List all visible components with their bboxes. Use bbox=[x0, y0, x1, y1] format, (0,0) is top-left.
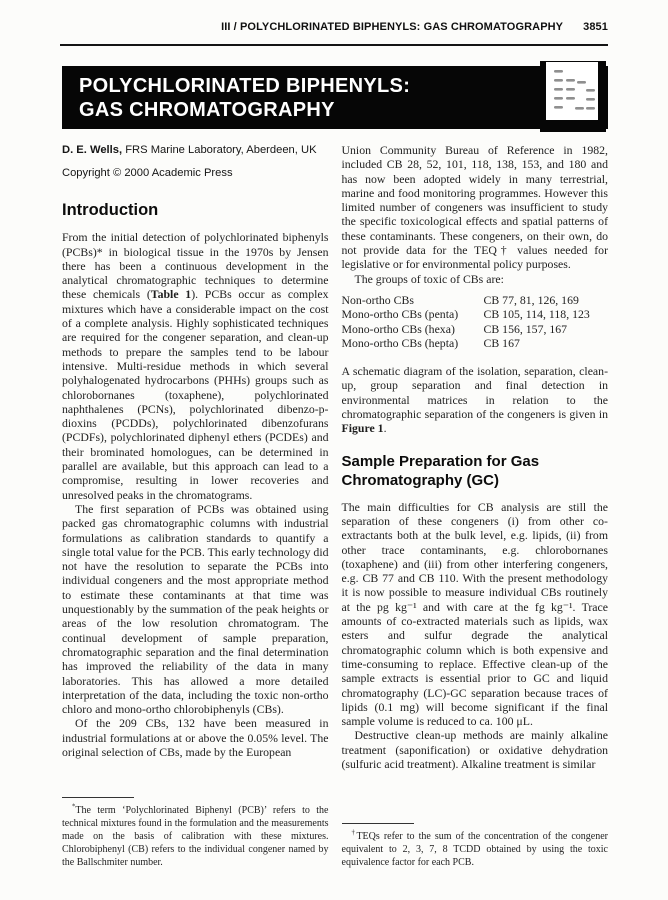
footnote-right bbox=[342, 823, 609, 870]
toxic-group-congeners: CB 105, 114, 118, 123 bbox=[483, 307, 590, 322]
left-column bbox=[62, 143, 329, 870]
footnote-marker-dagger: † bbox=[351, 829, 357, 837]
intro-paragraph-1-text: From the initial detection of polychlorinated biphenyls (PCBs)* in biological tissue in the 1970s by Jensen there has been a continuous development in the analytical chromatographic techniques to determine these chemicals ( bbox=[62, 230, 329, 302]
article-title-line2: GAS CHROMATOGRAPHY bbox=[79, 99, 335, 121]
running-header-section: III / POLYCHLORINATED BIPHENYLS: GAS CHROMATOGRAPHY bbox=[221, 21, 564, 33]
footnote-rule-left bbox=[62, 797, 134, 798]
section-heading-introduction: Introduction bbox=[62, 201, 159, 220]
continuation-paragraph: Union Community Bureau of Reference in 1982, included CB 28, 52, 101, 118, 138, 153, and 180 and has now been adopted widely in many terrestrial, marine and food monitoring programmes. However this limited number of congeners was insufficient to study the specific toxicological effects and spatial patterns of these contaminants. These congeners, on their own, do not provide data for the TEQ† values needed for legislative or for environmental policy purposes. bbox=[341, 143, 608, 272]
copyright-line: Copyright © 2000 Academic Press bbox=[62, 167, 233, 179]
toxic-group-name: Mono-ortho CBs (penta) bbox=[341, 307, 459, 322]
section-heading-sample-preparation: Sample Preparation for Gas Chromatography (GC) bbox=[341, 452, 540, 490]
banner-icon-frame bbox=[540, 61, 606, 132]
author-affiliation: FRS Marine Laboratory, Aberdeen, UK bbox=[122, 144, 317, 156]
toxic-group-congeners: CB 167 bbox=[483, 335, 520, 350]
intro-paragraph-1 bbox=[62, 230, 329, 502]
intro-paragraph-3: Of the 209 CBs, 132 have been measured in industrial formulations at or above the 0.05% level. The original selection of CBs, made by the European bbox=[62, 716, 329, 759]
toxic-group-congeners: CB 77, 81, 126, 169 bbox=[483, 292, 579, 307]
schematic-paragraph-text: A schematic diagram of the isolation, separation, clean-up, group separation and final detection in environmental matrices in relation to the chromatographic separation of the congeners is given in bbox=[341, 364, 608, 422]
toxic-group-row bbox=[342, 307, 609, 321]
toxic-group-row bbox=[342, 322, 609, 336]
toxic-group-row bbox=[342, 293, 609, 307]
schematic-paragraph-end: . bbox=[383, 421, 387, 436]
sample-prep-paragraph-2: Destructive clean-up methods are mainly alkaline treatment (saponification) or oxidative dehydration (sulfuric acid treatment). Alkaline treatment is similar bbox=[341, 728, 608, 771]
footnote-left bbox=[62, 797, 329, 870]
author-name: D. E. Wells, bbox=[62, 144, 123, 156]
header-rule bbox=[60, 44, 608, 46]
article-title-banner bbox=[62, 66, 608, 129]
toxic-groups-list bbox=[342, 293, 609, 350]
intro-paragraph-2: The first separation of PCBs was obtained using packed gas chromatographic columns with industrial formulations as calibration standards to quantify a single total value for the PCB. This early technology did not have the resolution to separate the PCBs into individual congeners and the most appropriate method to estimate these contaminants at that time was unquestionably by the summation of the peak heights or areas of the low resolution chromatogram. The continual development of sample preparation, chromatographic separation and the final determination has improved the reliability of the data in many laboratories. This has allowed a more detailed interpretation of the data, including the toxic non-ortho chloro and mono-ortho chlorobiphenyls (CBs). bbox=[62, 501, 329, 717]
page-number: 3851 bbox=[583, 21, 608, 33]
toxic-groups-intro: The groups of toxic of CBs are: bbox=[354, 271, 504, 286]
chromatogram-plate-icon bbox=[546, 62, 598, 120]
toxic-group-name: Mono-ortho CBs (hepta) bbox=[341, 335, 459, 350]
toxic-group-congeners: CB 156, 157, 167 bbox=[483, 321, 568, 336]
toxic-group-name: Non-ortho CBs bbox=[341, 292, 414, 307]
two-column-body bbox=[62, 143, 608, 870]
footnote-left-text: The term ‘Polychlorinated Biphenyl (PCB)’ refers to the technical mixtures found in the formulation and the measurements made on the basis of calibration with these mixtures. Chlorobiphenyl (CB) refers to the individual congener named by the Ballschmiter number. bbox=[62, 805, 329, 869]
running-header bbox=[62, 21, 608, 33]
byline bbox=[62, 143, 329, 157]
right-column bbox=[342, 143, 609, 870]
footnote-rule-right bbox=[342, 823, 414, 824]
toxic-group-row bbox=[342, 336, 609, 350]
toxic-group-name: Mono-ortho CBs (hexa) bbox=[341, 321, 455, 336]
table-1-reference: Table 1 bbox=[150, 287, 192, 302]
figure-1-reference: Figure 1 bbox=[341, 421, 384, 436]
article-title bbox=[62, 66, 608, 122]
article-title-line1: POLYCHLORINATED BIPHENYLS: bbox=[79, 75, 411, 97]
sample-prep-paragraph-1: The main difficulties for CB analysis are still the separation of these congeners (i) from other co-extractants both at the bulk level, e.g. lipids, (ii) from other trace contaminants, e.g. chlorobornanes (toxaphene) and (iii) from other interfering congeners, e.g. CB 77 and CB 110. With the present methodology it is now possible to measure individual CBs routinely at the pg kg⁻¹ and with care at the fg kg⁻¹. Trace amounts of co-extracted materials such as lipids, wax esters and sulfur degrade the analytical chromatographic column which is both expensive and time-consuming to replace. Effective clean-up of the sample extracts is essential prior to GC and liquid chromatography (LC)-GC separation because traces of lipids (0.1 mg) will become significant if the final sample volume is reduced to ca. 100 μL. bbox=[341, 499, 608, 729]
intro-paragraph-1-cont: ). PCBs occur as complex mixtures which have a considerable impact on the cost of a complete analysis. Highly sophisticated techniques are required for the congener separation, and clean-up methods to prepare the samples tend to be labour intensive. Multi-residue methods in which several polyhalogenated hydrocarbons (PHHs) groups such as chlorobornanes (toxaphene), polychlorinated naphthalenes (PCNs), polychlorinated dibenzo-p-dioxins (PCDDs), polychlorinated dibenzofurans (PCDFs), polychlorinated diphenyl ethers (PCDEs) and their brominated homologues, can be determined in parallel are available, but this approach can lead to a compromise, resulting in lower recoveries and unresolved peaks in the chromatograms. bbox=[62, 287, 329, 502]
footnote-right-text: TEQs refer to the sum of the concentration of the congener equivalent to 2, 3, 7, 8 TCDD obtained by using the toxic equivalence factor for each PCB. bbox=[341, 831, 608, 869]
schematic-paragraph bbox=[342, 364, 609, 435]
footnote-marker-asterisk: * bbox=[72, 804, 76, 812]
